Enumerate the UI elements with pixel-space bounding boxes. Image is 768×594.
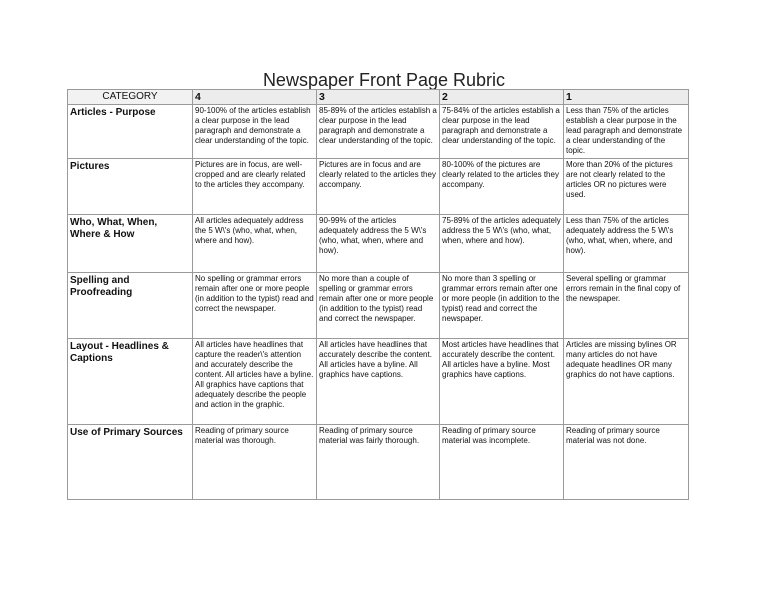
- rubric-cell: All articles have headlines that accurately describe the content. All articles have a byline. All graphics have captions.: [317, 339, 440, 425]
- table-row: [68, 159, 689, 215]
- rubric-cell: Reading of primary source material was not done.: [564, 425, 689, 500]
- rubric-cell: 75-89% of the articles adequately address the 5 W\'s (who, what, when, where and how).: [440, 215, 564, 273]
- row-category: Spelling and Proofreading: [68, 273, 193, 339]
- header-level-3: 3: [317, 90, 440, 105]
- row-category: Articles - Purpose: [68, 105, 193, 159]
- rubric-cell: Reading of primary source material was thorough.: [193, 425, 317, 500]
- header-level-4: 4: [193, 90, 317, 105]
- rubric-cell: 85-89% of the articles establish a clear purpose in the lead paragraph and demonstrate a clear understanding of the topic.: [317, 105, 440, 159]
- row-category: Pictures: [68, 159, 193, 215]
- page-title: Newspaper Front Page Rubric: [262, 70, 506, 90]
- rubric-cell: Pictures are in focus, are well-cropped and are clearly related to the articles they accompany.: [193, 159, 317, 215]
- rubric-cell: Most articles have headlines that accurately describe the content. All articles have a byline. Most graphics have captions.: [440, 339, 564, 425]
- row-category: Who, What, When, Where & How: [68, 215, 193, 273]
- header-category: CATEGORY: [68, 90, 193, 105]
- rubric-cell: No spelling or grammar errors remain after one or more people (in addition to the typist) read and correct the newspaper.: [193, 273, 317, 339]
- table-row: [68, 215, 689, 273]
- rubric-cell: 90-99% of the articles adequately address the 5 W\'s (who, what, when, where and how).: [317, 215, 440, 273]
- table-row: [68, 339, 689, 425]
- rubric-cell: More than 20% of the pictures are not clearly related to the articles OR no pictures were used.: [564, 159, 689, 215]
- rubric-cell: No more than 3 spelling or grammar errors remain after one or more people (in addition to the typist) read and correct the newspaper.: [440, 273, 564, 339]
- rubric-cell: Articles are missing bylines OR many articles do not have adequate headlines OR many graphics do not have captions.: [564, 339, 689, 425]
- rubric-cell: 90-100% of the articles establish a clear purpose in the lead paragraph and demonstrate a clear understanding of the topic.: [193, 105, 317, 159]
- rubric-cell: 75-84% of the articles establish a clear purpose in the lead paragraph and demonstrate a clear understanding of the topic.: [440, 105, 564, 159]
- rubric-cell: Reading of primary source material was incomplete.: [440, 425, 564, 500]
- table-row: [68, 273, 689, 339]
- rubric-cell: All articles adequately address the 5 W\'s (who, what, when, where and how).: [193, 215, 317, 273]
- rubric-cell: No more than a couple of spelling or grammar errors remain after one or more people (in addition to the typist) read and correct the newspaper.: [317, 273, 440, 339]
- rubric-cell: Less than 75% of the articles establish a clear purpose in the lead paragraph and demonstrate a clear understanding of the topic.: [564, 105, 689, 159]
- rubric-cell: All articles have headlines that capture the reader\'s attention and accurately describe the content. All articles have a byline. All graphics have captions that adequately describe the people and action in the graphic.: [193, 339, 317, 425]
- rubric-cell: 80-100% of the pictures are clearly related to the articles they accompany.: [440, 159, 564, 215]
- rubric-cell: Several spelling or grammar errors remain in the final copy of the newspaper.: [564, 273, 689, 339]
- header-level-2: 2: [440, 90, 564, 105]
- header-level-1: 1: [564, 90, 689, 105]
- row-category: Layout - Headlines & Captions: [68, 339, 193, 425]
- rubric-cell: Pictures are in focus and are clearly related to the articles they accompany.: [317, 159, 440, 215]
- row-category: Use of Primary Sources: [68, 425, 193, 500]
- rubric-cell: Less than 75% of the articles adequately address the 5 W\'s (who, what, when, where, and how).: [564, 215, 689, 273]
- rubric-table: [67, 89, 689, 500]
- table-row: [68, 425, 689, 500]
- rubric-cell: Reading of primary source material was fairly thorough.: [317, 425, 440, 500]
- header-row: [68, 90, 689, 105]
- table-row: [68, 105, 689, 159]
